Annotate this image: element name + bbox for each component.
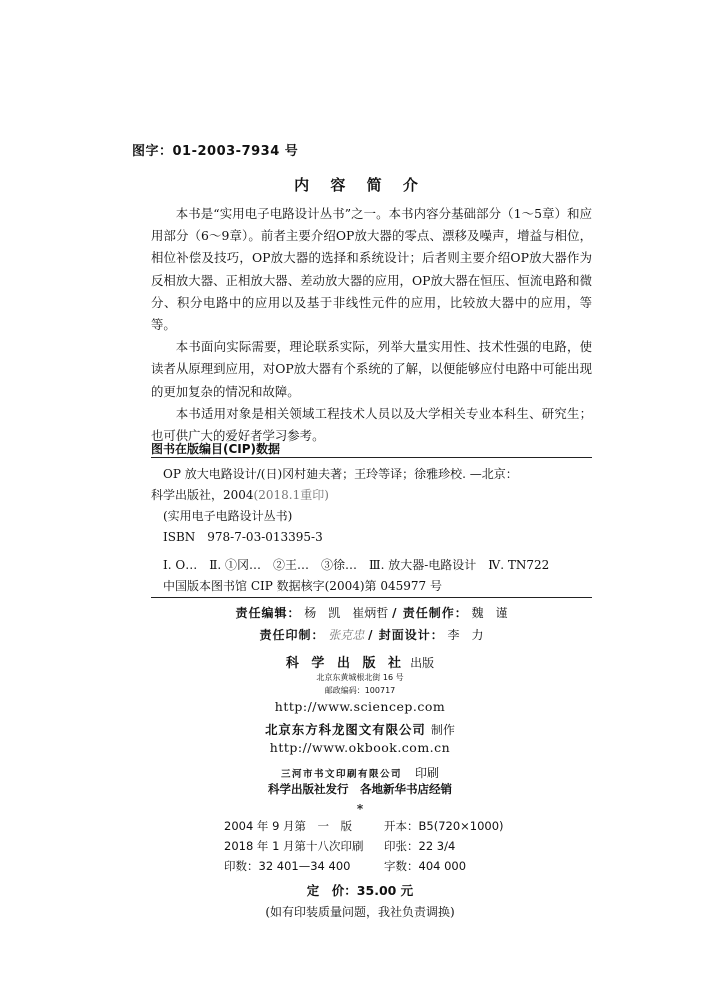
cip-line bbox=[151, 485, 592, 506]
summary-body bbox=[151, 203, 592, 447]
summary-paragraph: 本书适用对象是相关领域工程技术人员以及大学相关专业本科生、研究生；也可供广大的爱好者学习参考。 bbox=[151, 405, 592, 444]
cover-designer: 李 力 bbox=[447, 628, 484, 642]
summary-paragraph: 本书是“实用电子电路设计丛书”之一。本书内容分基础部分（1～5章）和应用部分（6～9章）。前者主要介绍OP放大器的零点、漂移及噪声，增益与相位，相位补偿及技巧，OP放大器的选择和系统设计；后者则主要介绍OP放大器作为反相放大器、正相放大器、差动放大器的应用，OP放大器在恒压、恒流电路和微分、积分电路中的应用以及基于非线性元件的应用，比较放大器中的应用，等等。 bbox=[151, 206, 592, 333]
credits-line-1 bbox=[151, 604, 592, 621]
cip-reprint: (2018.1重印) bbox=[253, 488, 329, 502]
credits-line-2 bbox=[151, 626, 592, 643]
edition-cell: 开本：B5(720×1000) bbox=[384, 819, 504, 833]
cip-line: OP 放大电路设计/(日)冈村廸夫著；王玲等译；徐雅珍校. —北京： bbox=[163, 467, 518, 481]
cip-bottom-rule bbox=[151, 597, 592, 598]
printing-label: 责任印制： bbox=[259, 628, 325, 642]
separator-asterisk: * bbox=[356, 802, 364, 816]
editor-names: 杨 凯 崔炳哲 bbox=[304, 606, 389, 620]
cip-classification: Ⅰ. O… Ⅱ. ①冈… ②王… ③徐… Ⅲ. 放大器-电路设计 Ⅳ. TN722 bbox=[163, 558, 550, 572]
cip-top-rule bbox=[151, 457, 592, 458]
publisher-address: 北京东黄城根北街 16 号 bbox=[316, 673, 404, 682]
edition-cell: 印张：22 3/4 bbox=[384, 839, 456, 853]
producer-line bbox=[230, 719, 490, 738]
registration-number: 图字：01-2003-7934 号 bbox=[132, 144, 299, 159]
cip-heading: 图书在版编目(CIP)数据 bbox=[151, 442, 281, 456]
printer-suffix: 印刷 bbox=[415, 766, 440, 780]
edition-block bbox=[224, 816, 504, 876]
edition-cell: 2018 年 1 月第十八次印刷 bbox=[224, 839, 364, 853]
editor-label: 责任编辑： bbox=[235, 606, 301, 620]
publisher-url: http://www.sciencep.com bbox=[274, 699, 446, 714]
cip-block bbox=[151, 464, 592, 597]
production-name: 魏 谨 bbox=[471, 606, 508, 620]
publisher-line bbox=[230, 652, 490, 671]
printer-line bbox=[230, 762, 490, 781]
cip-core-number: 中国版本图书馆 CIP 数据核字(2004)第 045977 号 bbox=[163, 579, 442, 593]
publisher-name: 科 学 出 版 社 bbox=[285, 656, 405, 671]
printing-name: 张克忠 bbox=[328, 628, 365, 642]
edition-cell: 印数：32 401—34 400 bbox=[224, 859, 351, 873]
cip-publisher-year: 科学出版社，2004 bbox=[151, 488, 254, 502]
edition-row bbox=[224, 856, 504, 876]
publisher-postcode: 邮政编码：100717 bbox=[324, 686, 396, 695]
price: 定 价：35.00 元 bbox=[306, 883, 414, 898]
producer-url: http://www.okbook.com.cn bbox=[269, 740, 451, 755]
distribution-line: 科学出版社发行 各地新华书店经销 bbox=[268, 782, 452, 796]
edition-cell: 字数：404 000 bbox=[384, 859, 467, 873]
edition-cell: 2004 年 9 月第 一 版 bbox=[224, 819, 353, 833]
summary-title: 内 容 简 介 bbox=[294, 176, 426, 194]
edition-row bbox=[224, 836, 504, 856]
producer-suffix: 制作 bbox=[430, 723, 455, 737]
cip-isbn: ISBN 978-7-03-013395-3 bbox=[163, 530, 323, 544]
producer-name: 北京东方科龙图文有限公司 bbox=[265, 722, 426, 737]
production-label: / 责任制作： bbox=[392, 606, 468, 620]
cover-label: / 封面设计： bbox=[368, 628, 444, 642]
summary-paragraph: 本书面向实际需要，理论联系实际，列举大量实用性、技术性强的电路，使读者从原理到应用，对OP放大器有个系统的了解，以便能够应付电路中可能出现的更加复杂的情况和故障。 bbox=[151, 339, 592, 399]
publisher-suffix: 出版 bbox=[410, 656, 435, 670]
quality-note: (如有印装质量问题，我社负责调换) bbox=[265, 905, 455, 919]
edition-row bbox=[224, 816, 504, 836]
cip-series: (实用电子电路设计丛书) bbox=[163, 509, 293, 523]
printer-name: 三河市书文印刷有限公司 bbox=[280, 769, 402, 780]
